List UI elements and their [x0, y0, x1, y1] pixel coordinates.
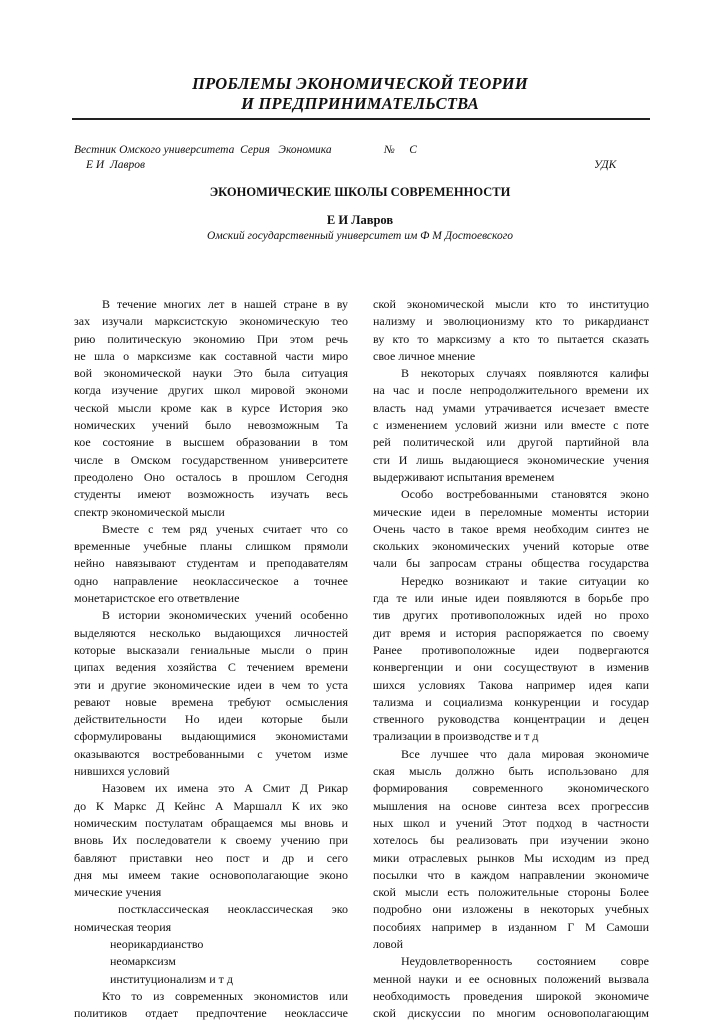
text-line: студенты имеют возможность изучать весь — [74, 487, 348, 502]
text-line: бавляют приставки нео пост и др и сего — [74, 850, 348, 865]
text-line: тив других противоположных идей но прохо — [373, 608, 649, 623]
text-line: менной науки и ее основных положений вызвала — [373, 971, 649, 986]
text-line: не шла о марксизме как составной части миро — [74, 348, 348, 363]
text-line: свое личное мнение — [373, 348, 476, 363]
article-title: ЭКОНОМИЧЕСКИЕ ШКОЛЫ СОВРЕМЕННОСТИ — [209, 185, 511, 199]
text-line: на час и после непродолжительного времени их — [373, 383, 649, 398]
text-line: скольких экономических учений которые отве — [373, 539, 649, 554]
text-line: политиков отдает предпочтение неоклассиче — [74, 1006, 348, 1021]
text-line: сти И лишь выдающиеся экономические учения — [373, 452, 649, 467]
text-line: вой экономической науки Это была ситуация — [74, 366, 348, 381]
text-line: ципах ведения хозяйства С течением времени — [74, 660, 348, 675]
text-line: мические учения — [74, 885, 162, 900]
text-line: хотелось бы реализовать при изучении эконо — [373, 833, 649, 848]
text-line: неомарксизм — [110, 954, 176, 969]
text-line: дня мы имеем такие основополагающие эконо — [74, 867, 348, 882]
text-line: ская мысль должно быть использовано для — [373, 764, 649, 779]
text-line: чали бы запросам страны общества государства — [373, 556, 649, 571]
text-line: ловой — [373, 936, 403, 951]
text-line: нализму и эволюционизму кто то рикардианст — [373, 314, 649, 329]
text-line: преодолено Оно осталось в прошлом Сегодня — [74, 469, 348, 484]
text-line: номических учений было невозможным Та — [74, 418, 348, 433]
text-line: Особо востребованными становятся эконо — [401, 487, 649, 502]
udk-label: УДК — [594, 159, 617, 171]
text-line: формирования современного экономического — [373, 781, 649, 796]
text-line: ных школ и учений Этот подход в частности — [373, 815, 649, 830]
text-line: власть над умами утрачивается исчезает вместе — [373, 400, 649, 415]
text-line: рей политической или другой партийной вла — [373, 435, 649, 450]
text-line: посылки что в каждом направлении экономиче — [373, 867, 649, 882]
text-line: Все лучшее что дала мировая экономиче — [401, 746, 649, 761]
header-rule — [72, 118, 650, 120]
text-line: ской дискуссии по многим основополагающим — [373, 1006, 649, 1021]
text-line: временные учебные планы слишком прямоли — [74, 539, 348, 554]
text-line: подробно они изложены в некоторых учебных — [373, 902, 649, 917]
journal-citation: Вестник Омского университета Серия Экономика — [74, 144, 332, 156]
journal-title-line-1: ПРОБЛЕМЫ ЭКОНОМИЧЕСКОЙ ТЕОРИИ — [192, 74, 528, 93]
text-line: трализации в производстве и т д — [373, 729, 539, 744]
text-line: конвергенции и они сосуществуют в изменив — [373, 660, 649, 675]
text-line: когда изучение других школ мировой экономи — [74, 383, 348, 398]
text-line: Назовем их имена это А Смит Д Рикар — [102, 781, 348, 796]
text-line: гда те или иные идеи появляются в борьбе про — [373, 591, 649, 606]
text-line: спектр экономической мысли — [74, 504, 225, 519]
text-line: которые высказали гениальные мысли о прин — [74, 642, 348, 657]
text-line: ву кто то марксизму а кто то пытается сказать — [373, 331, 649, 346]
text-line: действительности Но идеи которые были — [74, 712, 348, 727]
text-line: числе в Омском государственном университете — [74, 452, 348, 467]
text-line: неорикардианство — [110, 936, 204, 951]
text-line: Вместе с тем ряд ученых считает что со — [102, 521, 348, 536]
text-line: ственного руководства концентрации и децен — [373, 712, 649, 727]
text-line: одно направление неоклассическое а точнее — [74, 573, 348, 588]
body-column-left — [74, 296, 348, 1022]
text-line: рию политическую экономию При этом речь — [74, 331, 348, 346]
text-line: Ранее противоположные идеи подвергаются — [373, 642, 649, 657]
text-line: мышления на основе синтеза всех прогрессив — [373, 798, 649, 813]
author-short: Е И Лавров — [86, 159, 145, 171]
text-line: нившихся условий — [74, 764, 170, 779]
text-line: до К Маркс Д Кейнс А Маршалл К их эко — [74, 798, 348, 813]
text-line: В истории экономических учений особенно — [102, 608, 348, 623]
text-line: ревают новые времена требуют осмысления — [74, 694, 348, 709]
text-line: ской экономической мысли кто то институцио — [373, 297, 649, 311]
text-line: зах изучали марксистскую экономическую тео — [74, 314, 348, 329]
text-line: Нередко возникают и такие ситуации ко — [401, 573, 649, 588]
text-line: сформулированы выдающимися экономистами — [74, 729, 348, 744]
text-line: оказываются востребованными с учетом изме — [74, 746, 348, 761]
journal-title-line-2: И ПРЕДПРИНИМАТЕЛЬСТВА — [241, 94, 479, 113]
text-line: посткласcическая неоклассическая эко — [118, 902, 348, 917]
text-line: шихся условиях Такова например идея капи — [373, 677, 649, 692]
text-line: выдерживают испытания временем — [373, 469, 555, 484]
text-line: тализма и социализма конкуренции и государ — [373, 694, 649, 709]
text-line: номическая теория — [74, 919, 172, 934]
text-line: мические идеи в переломные моменты истории — [373, 504, 649, 519]
text-line: В течение многих лет в нашей стране в ву — [102, 297, 348, 311]
author-affiliation: Омский государственный университет им Ф М Достоевского — [207, 230, 513, 242]
text-line: пособиях например в изданном Г М Самоши — [373, 919, 649, 934]
text-line: дит время и история распоряжается по своему — [373, 625, 649, 640]
text-line: нейно навязывают студентам и преподавателям — [74, 556, 348, 571]
text-line: номическим постулатам обращаемся мы вновь и — [74, 815, 348, 830]
text-line: В некоторых случаях появляются калифы — [401, 366, 649, 381]
text-line: необходимость проведения широкой экономиче — [373, 988, 649, 1003]
issue-number: № С — [384, 144, 417, 156]
text-line: институционализм и т д — [110, 971, 233, 986]
text-line: Очень часто в такое время необходим синтез не — [373, 521, 649, 536]
text-line: выделяются несколько выдающихся личностей — [74, 625, 348, 640]
text-line: ческой мысли кроме как в курсе История эко — [74, 400, 348, 415]
text-line: мики отраслевых рынков Мы исходим из пред — [373, 850, 649, 865]
body-column-right — [373, 296, 649, 1022]
text-line: ской мысли есть положительные стороны Более — [373, 885, 649, 900]
text-line: Неудовлетворенность состоянием совре — [401, 954, 649, 969]
article-author: Е И Лавров — [326, 213, 394, 227]
text-line: с изменением условий жизни или вместе с поте — [373, 418, 649, 433]
text-line: монетаристское его ответвление — [74, 591, 240, 606]
text-line: кое состояние в высшем образовании в том — [74, 435, 348, 450]
text-line: вновь Их последователи к своему учению при — [74, 833, 348, 848]
text-line: эти и другие экономические идеи в чем то уста — [74, 677, 348, 692]
text-line: Кто то из современных экономистов или — [102, 988, 348, 1003]
